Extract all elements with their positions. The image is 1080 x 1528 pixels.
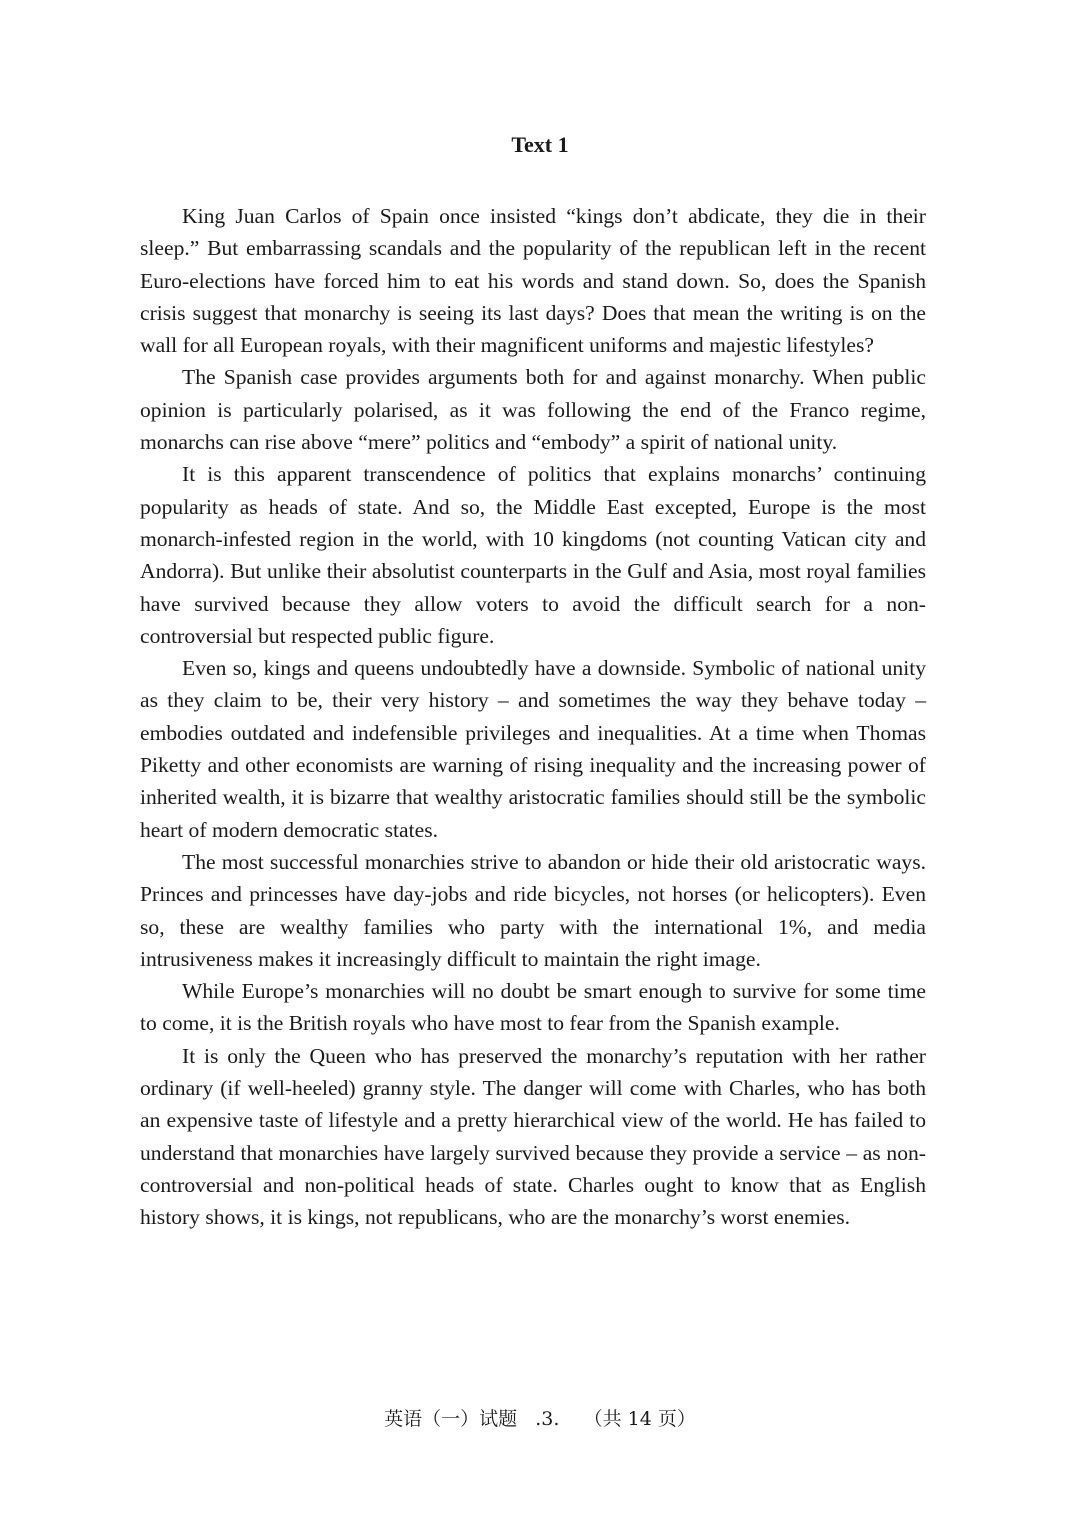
- paragraph-2: The Spanish case provides arguments both for and against monarchy. When public opinion is particularly polarised, as it was following the end of the Franco regime, monarchs can rise above “mere” politics and “embody” a spirit of national unity.: [140, 365, 926, 455]
- paragraph-4: Even so, kings and queens undoubtedly have a downside. Symbolic of national unity as they claim to be, their very history – and sometimes the way they behave today – embodies outdated and indefensible privileges and inequalities. At a time when Thomas Piketty and other economists are warning of rising inequality and the increasing power of inherited wealth, it is bizarre that wealthy aristocratic families should still be the symbolic heart of modern democratic states.: [140, 656, 926, 842]
- paragraph-1: King Juan Carlos of Spain once insisted “kings don’t abdicate, they die in their sleep.” But embarrassing scandals and the popularity of the republican left in the recent Euro-elections have forced him to eat his words and stand down. So, does the Spanish crisis suggest that monarchy is seeing its last days? Does that mean the writing is on the wall for all European royals, with their magnificent uniforms and majestic lifestyles?: [140, 204, 926, 358]
- paragraph-5: The most successful monarchies strive to abandon or hide their old aristocratic ways. Princes and princesses have day-jobs and ride bicycles, not horses (or helicopters). Even so, these are wealthy families who party with the international 1%, and media intrusiveness makes it increasingly difficult to maintain the right image.: [140, 849, 926, 971]
- paragraph-7: It is only the Queen who has preserved the monarchy’s reputation with her rather ordinary (if well-heeled) granny style. The danger will come with Charles, who has both an expensive taste of lifestyle and a pretty hierarchical view of the world. He has failed to understand that monarchies have largely survived because they provide a service – as non-controversial and non-political heads of state. Charles ought to know that as English history shows, it is kings, not republicans, who are the monarchy’s worst enemies.: [140, 1043, 926, 1230]
- page-footer: 英语（一）试题 .3. （共 14 页）: [384, 1408, 696, 1430]
- text-title: Text 1: [511, 132, 569, 157]
- paragraph-3: It is this apparent transcendence of politics that explains monarchs’ continuing popularity as heads of state. And so, the Middle East excepted, Europe is the most monarch-infested region in the world, with 10 kingdoms (not counting Vatican city and Andorra). But unlike their absolutist counterparts in the Gulf and Asia, most royal families have survived because they allow voters to avoid the difficult search for a non-controversial but respected public figure.: [140, 462, 926, 648]
- paragraph-6: While Europe’s monarchies will no doubt be smart enough to survive for some time to come, it is the British royals who have most to fear from the Spanish example.: [140, 979, 926, 1036]
- passage-body: [140, 200, 926, 1234]
